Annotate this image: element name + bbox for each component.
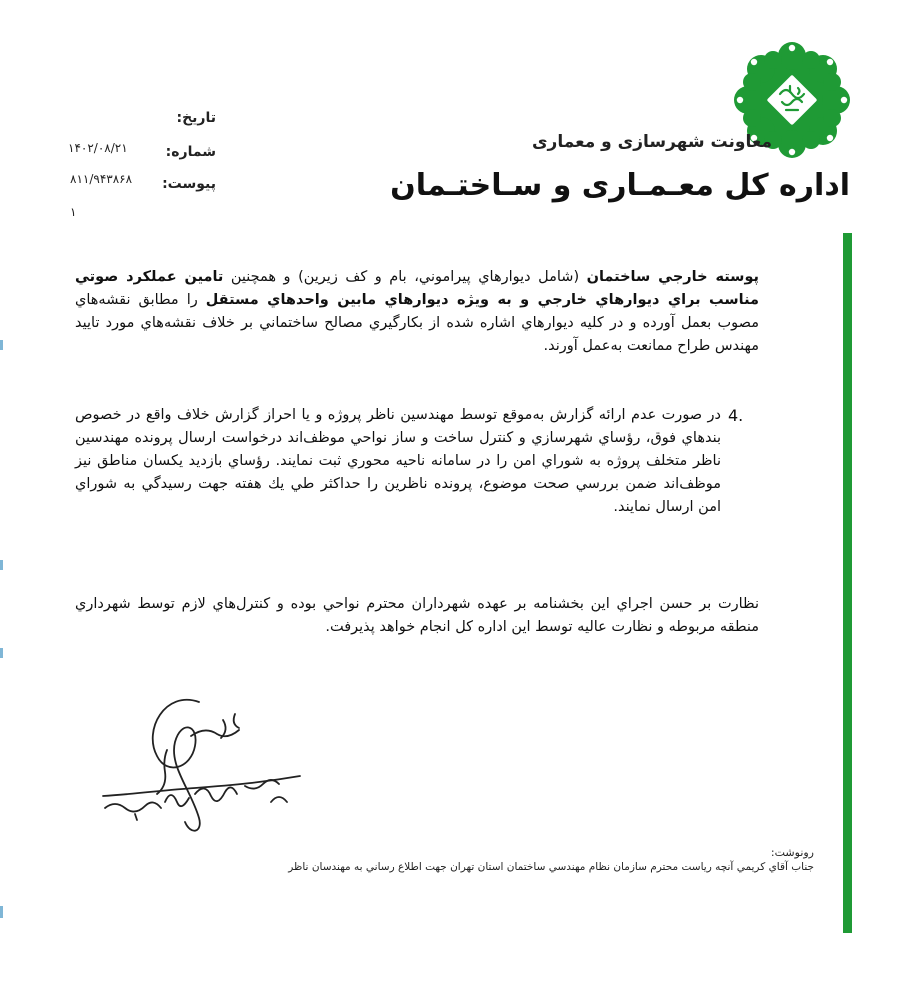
cc-label: رونوشت: [770, 846, 814, 859]
number-value: ۱۴۰۲/۰۸/۲۱ [68, 141, 128, 155]
text-run: (شامل ديوارهاي پيراموني، بام و كف زيرين) و همچنين [223, 269, 587, 285]
bold-phrase: پوسته خارجي ساختمان [586, 269, 759, 285]
paragraph-item-4: در صورت عدم ارائه گزارش به‌موقع توسط مهندسين ناظر پروژه و يا احراز گزارش خلاف واقع در خصوص بندهاي فوق، رؤساي شهرسازي و كنترل ساخت و ساز نواحي موظف‌اند درخواست ارسال پرونده مهندسين ناظر متخلف پروژه به شوراي امن را در سامانه ناحيه محوري ثبت نمايند. رؤساي بازديد يكسان مناطق نيز موظف‌اند ضمن بررسي صحت موضوع، پرونده ناظرين را حداكثر طي يك هفته جهت رسيدگي به شوراي امن ارسال نمايند. [75, 407, 721, 515]
edge-mark [0, 340, 3, 350]
attachment-label: پیوست: [162, 176, 216, 192]
number-label: شماره: [165, 144, 216, 160]
text-run: را مطابق نقشه‌هاي مصوب بعمل آورده و در كليه ديوارهاي اشاره شده از بكارگيري مصالح ساختماني بر خلاف نقشه‌هاي مورد تاييد مهندس طراح ممانعت به‌عمل آورند. [75, 292, 759, 354]
deputy-title: معاونت شهرسازی و معماری [531, 132, 772, 152]
bold-phrase: تامين عملكرد صوتي مناسب براي ديوارهاي خارجي و به ويژه ديوارهاي مابين واحدهاي مستقل [75, 269, 759, 308]
cc-text: جناب آقاي كريمي آنچه رياست محترم سازمان نظام مهندسي ساختمان استان تهران جهت اطلاع رساني به مهندسان ناظر [288, 861, 814, 873]
date-label: تاریخ: [176, 110, 216, 126]
edge-mark [0, 560, 3, 570]
attachment-value: ۸۱۱/۹۴۳۸۶۸ [70, 172, 133, 186]
edge-mark [0, 648, 3, 658]
item-number: 4. [728, 406, 744, 425]
edge-mark [0, 906, 3, 918]
department-title: اداره کل معـمـاری و سـاختـمان [390, 168, 850, 203]
paragraph-supervision: نظارت بر حسن اجراي اين بخشنامه بر عهده شهرداران محترم نواحي بوده و كنترل‌هاي لازم توسط شهرداري منطقه مربوطه و نظارت عاليه توسط اين اداره كل انجام خواهد پذيرفت. [75, 596, 759, 635]
extra-value: ۱ [70, 205, 77, 219]
green-side-bar [843, 233, 852, 933]
handwritten-signature [95, 690, 305, 840]
paragraph-envelope [75, 266, 759, 358]
